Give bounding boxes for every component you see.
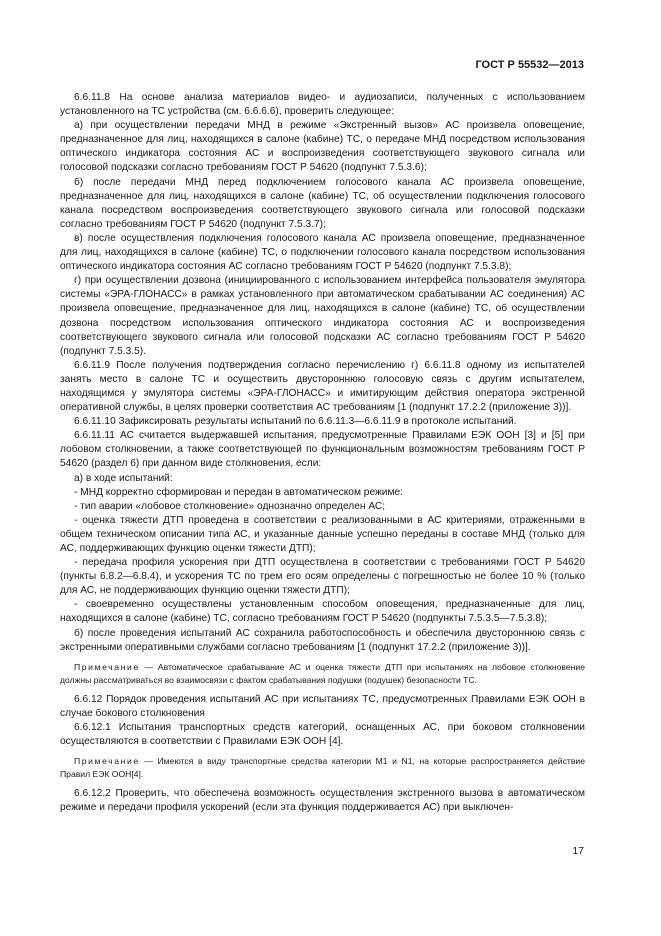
paragraph: в) после осуществления подключения голосового канала АС произвела оповещение, предназначенное для лиц, находящихся в салоне (кабине) ТС, о подключении голосового канала посредством использования оптического индикатора состояния АС согласно требованиям ГОСТ Р 54620 (подпункт 7.5.3.8); [60, 232, 585, 273]
section-heading: 6.6.12 Порядок проведения испытаний АС при испытаниях ТС, предусмотренных Правилами ЕЭК ООН в случае бокового столкновения [60, 693, 585, 719]
paragraph: - своевременно осуществлены установленным способом оповещения, предназначенные для лиц, находящихся в салоне (кабине) ТС, согласно требованиям ГОСТ Р 54620 (подпункты 7.5.3.5—7.5.3.8); [60, 599, 585, 625]
note [60, 661, 585, 687]
paragraph: б) после проведения испытаний АС сохранила работоспособность и обеспечила двустороннюю связь с экстренными оперативными службами согласно требованиям [1 (подпункт 17.2.2 (приложение 3))]. [60, 627, 585, 653]
paragraph: г) при осуществлении дозвона (инициированного с использованием интерфейса пользователя эмулятора системы «ЭРА-ГЛОНАСС» в рамках установленного при автоматическом срабатывании АС соединения) АС произвела оповещение, предназначенное для лиц, находящихся в салоне (кабине) ТС, об осуществлении дозвона посредством использования оптического индикатора состояния АС и воспроизведения соответствующего звукового сигнала или голосовой подсказки АС согласно требованиям ГОСТ Р 54620 (подпункт 7.5.3.5). [60, 275, 585, 357]
note-label: Примечание [74, 661, 140, 672]
paragraph: а) при осуществлении передачи МНД в режиме «Экстренный вызов» АС произвела оповещение, предназначенное для лиц, находящихся в салоне (кабине) ТС, о передаче МНД посредством использования оптического индикатора состояния АС и воспроизведения соответствующего звукового сигнала или голосовой подсказки согласно требованиям ГОСТ Р 54620 (подпункт 7.5.3.6); [60, 120, 585, 174]
note-text: — Имеются в виду транспортные средства категории M1 и N1, на которые распространяется действие Правил ЕЭК ООН[4]. [60, 756, 585, 780]
paragraph: - передача профиля ускорения при ДТП осуществлена в соответствии с требованиями ГОСТ Р 54620 (пункты 6.8.2—6.8.4), и ускорения ТС по трем его осям определены с погрешностью не более 10 % (только для АС, не поддерживающих функцию оценки тяжести ДТП); [60, 557, 585, 597]
note-label: Примечание [74, 756, 140, 767]
note-text: — Автоматическое срабатывание АС и оценка тяжести ДТП при испытаниях на лобовое столкновение должны рассматриваться во взаимосвязи с фактом срабатывания подушки (подушек) безопасности ТС. [60, 661, 585, 685]
note [60, 755, 585, 781]
paragraph: 6.6.11.10 Зафиксировать результаты испытаний по 6.6.11.3—6.6.11.9 в протоколе испытаний. [74, 416, 517, 428]
paragraph: - оценка тяжести ДТП проведена в соответствии с реализованными в АС критериями, отраженными в общем техническом описании типа АС, и указанные данные успешно переданы в составе МНД (только для АС, поддерживающих функцию оценки тяжести ДТП); [60, 514, 585, 554]
paragraph: - МНД корректно сформирован и передан в автоматическом режиме: [74, 486, 403, 498]
paragraph: а) в ходе испытаний: [74, 472, 173, 484]
paragraph: 6.6.11.9 После получения подтверждения согласно перечислению г) 6.6.11.8 одному из испытателей занять место в салоне ТС и осуществить двустороннюю голосовую связь с другим испытателем, находящимся у эмулятора системы «ЭРА-ГЛОНАСС» и имитирующим действия оператора экстренной оперативной службы, в целях проверки соответствия АС требованиям [1 (подпункт 17.2.2 (приложение 3))]. [60, 359, 585, 414]
paragraph: 6.6.12.2 Проверить, что обеспечена возможность осуществления экстренного вызова в автоматическом режиме и передачи профиля ускорений (если эта функция поддерживается АС) при выключен- [60, 788, 585, 814]
paragraph: - тип аварии «лобовое столкновение» однозначно определен АС; [74, 500, 386, 512]
paragraph: 6.6.12.1 Испытания транспортных средств категорий, оснащенных АС, при боковом столкновении осуществляются в соответствии с Правилами ЕЭК ООН [4]. [60, 721, 585, 748]
paragraph: 6.6.11.11 АС считается выдержавшей испытания, предусмотренные Правилами ЕЭК ООН [3] и [5] при лобовом столкновении, а также соответствующей по функциональным возможностям требованиям ГОСТ Р 54620 (раздел 6) при данном виде столкновения, если: [60, 430, 585, 470]
page-body [60, 91, 585, 815]
page-number: 17 [572, 845, 584, 857]
paragraph: 6.6.11.8 На основе анализа материалов видео- и аудиозаписи, полученных с использованием установленного на ТС устройства (см. 6.6.6.6), проверить следующее: [60, 92, 585, 118]
document-code: ГОСТ Р 55532—2013 [475, 59, 584, 71]
paragraph: б) после передачи МНД перед подключением голосового канала АС произвела оповещение, предназначенное для лиц, находящихся в салоне (кабине) ТС, об осуществлении подключения голосового канала посредством воспроизведения соответствующего звукового сигнала или голосовой подсказки согласно требованиям ГОСТ Р 54620 (подпункт 7.5.3.7); [60, 176, 585, 230]
